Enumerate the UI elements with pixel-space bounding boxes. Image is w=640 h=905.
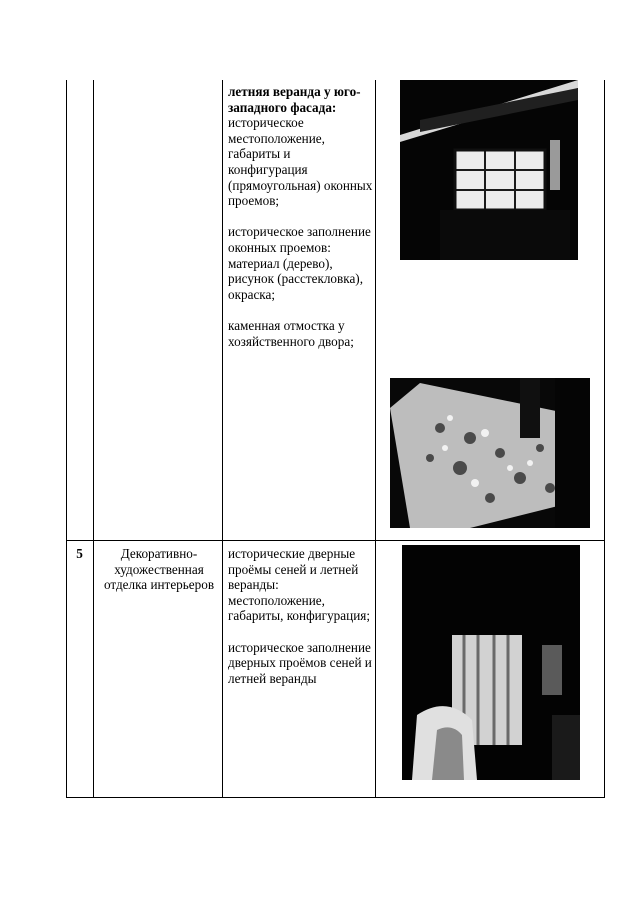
row-1-subject-cell [228,84,373,349]
row-1-paragraph-1: историческое местоположение, габариты и конфигурация (прямоугольная) оконных проемов; [228,115,373,209]
table-border-left [66,80,67,798]
row-2-element-cell: Декоративно-художественная отделка интерьеров [103,546,215,593]
row-2-subject-cell [228,546,373,686]
row-1-paragraph-3: каменная отмостка у хозяйственного двора; [228,317,354,349]
stone-paving-photo [390,378,590,528]
column-divider-3 [375,80,376,798]
veranda-window-photo [400,80,578,260]
table-border-right [604,80,605,798]
row-divider [66,540,605,541]
column-divider-1 [93,80,94,798]
row-2-paragraph-2: историческое заполнение дверных проёмов сеней и летней веранды [228,639,372,686]
interior-doorway-photo [402,545,580,780]
column-divider-2 [222,80,223,798]
table-border-bottom [66,797,605,798]
row-2-number: 5 [76,546,83,561]
row-2-paragraph-1: исторические дверные проёмы сеней и летней веранды: местоположение, габариты, конфигурация; [228,546,370,624]
row-1-subject-title: летняя веранда у юго-западного фасада: [228,84,361,115]
row-1-paragraph-2: историческое заполнение оконных проемов: материал (дерево), рисунок (расстекловка), окраска; [228,224,371,302]
